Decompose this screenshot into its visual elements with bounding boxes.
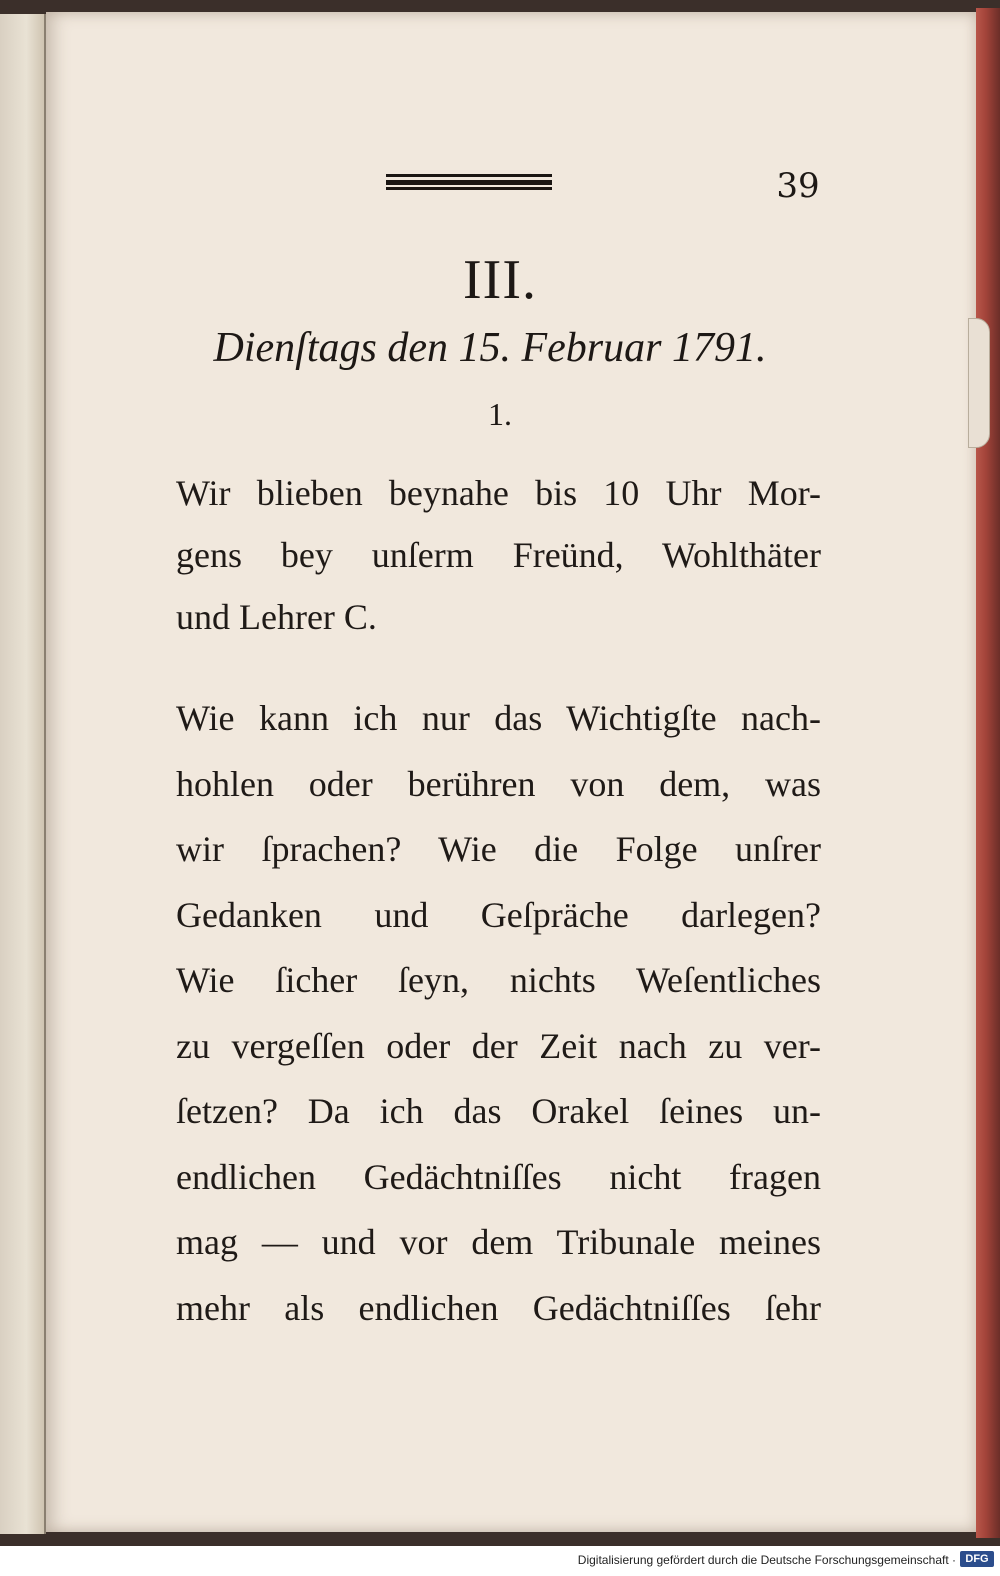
text-line: Wie kann ich nur das Wichtigſte nach-	[176, 698, 821, 738]
text-line: wir ſprachen? Wie die Folge unſrer	[176, 829, 821, 869]
paragraph-1	[176, 462, 821, 648]
footer-credit: Digitalisierung gefördert durch die Deutsche Forschungsgemeinschaft ·	[577, 1553, 956, 1567]
header-ornament-rule	[386, 174, 552, 190]
text-line: und Lehrer C.	[176, 597, 377, 637]
text-line: Gedanken und Geſpräche darlegen?	[176, 894, 821, 935]
text-line: Wie ſicher ſeyn, nichts Weſentliches	[176, 960, 821, 1000]
text-line: gens bey unſerm Freünd, Wohlthäter	[176, 535, 821, 575]
text-line: mehr als endlichen Gedächtniſſes ſehr	[176, 1287, 821, 1328]
chapter-number: III.	[463, 249, 537, 311]
text-line: Wir blieben beynahe bis 10 Uhr Mor-	[176, 473, 821, 513]
chapter-date-heading: Dienſtags den 15. Februar 1791.	[213, 325, 767, 371]
text-line: ſetzen? Da ich das Orakel ſeines un-	[176, 1091, 821, 1131]
dfg-logo: DFG	[960, 1551, 994, 1567]
text-line: zu vergeſſen oder der Zeit nach zu ver-	[176, 1025, 821, 1066]
text-line: hohlen oder berühren von dem, was	[176, 763, 821, 804]
book-cover-edge	[976, 8, 1000, 1538]
text-line: mag — und vor dem Tribunale meines	[176, 1222, 821, 1262]
text-line: endlichen Gedächtniſſes nicht fragen	[176, 1156, 821, 1197]
paragraph-2	[176, 686, 821, 1341]
left-page-edge	[0, 14, 46, 1534]
section-number: 1.	[488, 396, 512, 432]
page-number: 39	[776, 166, 820, 206]
